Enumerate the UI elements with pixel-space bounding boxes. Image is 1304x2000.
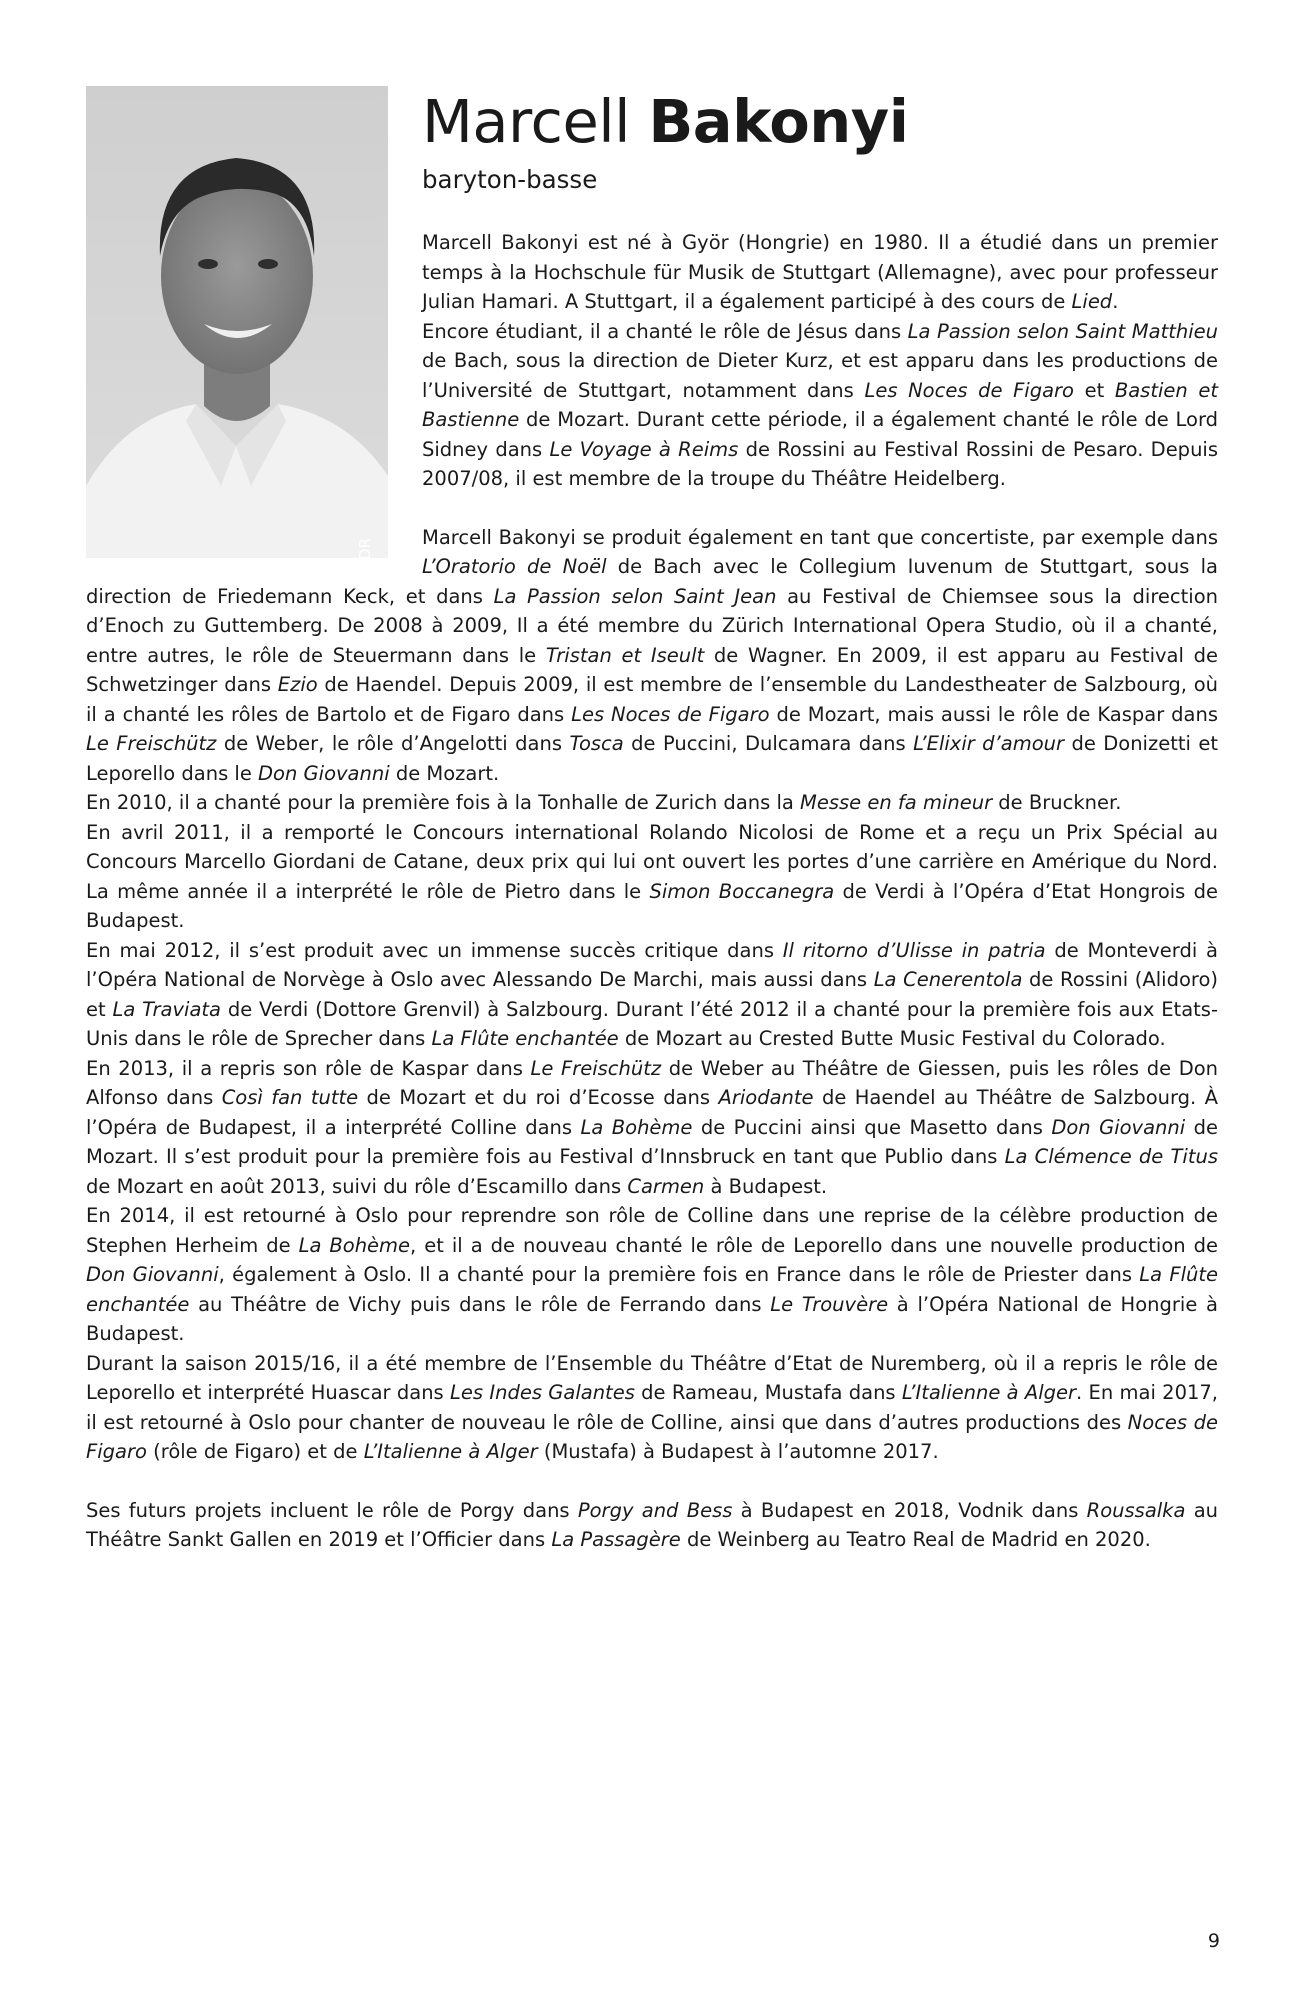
work-title: La Passagère [551, 1528, 681, 1551]
work-title: Lied [1071, 290, 1113, 313]
work-title: Così fan tutte [221, 1086, 359, 1109]
work-title: La Passion selon Saint Jean [493, 584, 777, 608]
work-title: L’Oratorio de Noël [422, 555, 607, 578]
artist-photo [86, 86, 388, 580]
bio-paragraph: En 2014, il est retourné à Oslo pour reprendre son rôle de Colline dans une reprise de la célèbre production de Stephen Herheim de La Bohème, et il a de nouveau chanté le rôle de Leporello dans une nouvelle production de Don Giovanni, également à Oslo. Il a chanté pour la première fois en France dans le rôle de Priester dans La Flûte enchantée au Théâtre de Vichy puis dans le rôle de Ferrando dans Le Trouvère à l’Opéra National de Hongrie à Budapest. [86, 1204, 1219, 1345]
work-title: Tristan et Iseult [545, 643, 705, 667]
work-title: La Bohème [580, 1115, 693, 1139]
photo-credit: © DR [356, 538, 374, 580]
bio-paragraph: Encore étudiant, il a chanté le rôle de Jésus dans La Passion selon Saint Matthieu de Bach, sous la direction de Dieter Kurz, et est apparu dans les productions de l’Université de Stuttgart, notamment dans Les Noces de Figaro et Bastien et Bastienne de Mozart. Durant cette période, il a également chanté le rôle de Lord Sidney dans Le Voyage à Reims de Rossini au Festival Rossini de Pesaro. Depuis 2007/08, il est membre de la troupe du Théâtre Heidelberg. [422, 319, 1219, 490]
work-title: Le Trouvère [770, 1292, 889, 1316]
work-title: La Flûte enchantée [86, 1263, 1219, 1316]
work-title: Le Freischütz [530, 1056, 662, 1080]
work-title: Il ritorno d’Ulisse in patria [782, 938, 1046, 962]
work-title: La Traviata [112, 997, 221, 1021]
work-title: Le Freischütz [86, 732, 217, 755]
bio-paragraph: En avril 2011, il a remporté le Concours international Rolando Nicolosi de Rome et a reçu un Prix Spécial au Concours Marcello Giordani de Catane, deux prix qui lui ont ouvert les portes d’une carrière en Amérique du Nord. La même année il a interprété le rôle de Pietro dans le Simon Boccanegra de Verdi à l’Opéra d’Etat Hongrois de Budapest. [86, 820, 1218, 932]
artist-first-name: Marcell [422, 87, 631, 156]
work-title: La Passion selon Saint Matthieu [907, 319, 1219, 343]
work-title: L’Italienne à Alger [363, 1440, 538, 1463]
work-title: L’Italienne à Alger [901, 1381, 1077, 1404]
work-title: La Cenerentola [873, 968, 1023, 991]
work-title: Tosca [569, 732, 624, 755]
work-title: Noces de Figaro [86, 1410, 1218, 1463]
artist-voice-type: baryton-basse [422, 165, 598, 194]
bio-paragraph: En mai 2012, il s’est produit avec un immense succès critique dans Il ritorno d’Ulisse in patria de Monteverdi à l’Opéra National de Norvège à Oslo avec Alessando De Marchi, mais aussi dans La Cenerentola de Rossini (Alidoro) et La Traviata de Verdi (Dottore Grenvil) à Salzbourg. Durant l’été 2012 il a chanté pour la première fois aux Etats-Unis dans le rôle de Sprecher dans La Flûte enchantée de Mozart au Crested Butte Music Festival du Colorado. [86, 938, 1219, 1050]
bio-paragraph: En 2013, il a repris son rôle de Kaspar dans Le Freischütz de Weber au Théâtre de Giessen, puis les rôles de Don Alfonso dans Così fan tutte de Mozart et du roi d’Ecosse dans Ariodante de Haendel au Théâtre de Salzbourg. À l’Opéra de Budapest, il a interprété Colline dans La Bohème de Puccini ainsi que Masetto dans Don Giovanni de Mozart. Il s’est produit pour la première fois au Festival d’Innsbruck en tant que Publio dans La Clémence de Titus de Mozart en août 2013, suivi du rôle d’Escamillo dans Carmen à Budapest. [86, 1056, 1219, 1198]
artist-last-name: Bakonyi [648, 87, 909, 156]
work-title: Porgy and Bess [577, 1498, 733, 1522]
work-title: Roussalka [1086, 1498, 1186, 1522]
work-title: Les Indes Galantes [450, 1381, 635, 1404]
work-title: Ezio [277, 673, 318, 696]
portrait-image [86, 86, 388, 558]
bio-paragraph: Durant la saison 2015/16, il a été membre de l’Ensemble du Théâtre d’Etat de Nuremberg, où il a repris le rôle de Leporello et interprété Huascar dans Les Indes Galantes de Rameau, Mustafa dans L’Italienne à Alger. En mai 2017, il est retourné à Oslo pour chanter de nouveau le rôle de Colline, ainsi que dans d’autres productions des Noces de Figaro (rôle de Figaro) et de L’Italienne à Alger (Mustafa) à Budapest à l’automne 2017. [86, 1351, 1218, 1463]
page-number: 9 [1207, 1930, 1220, 1952]
work-title: L’Elixir d’amour [913, 732, 1065, 755]
bio-paragraph: Marcell Bakonyi est né à Györ (Hongrie) en 1980. Il a étudié dans un premier temps à la Hochschule für Musik de Stuttgart (Allemagne), avec pour professeur Julian Hamari. A Stuttgart, il a également participé à des cours de Lied. [422, 231, 1218, 313]
work-title: Bastien et Bastienne [422, 378, 1219, 431]
work-title: La Bohème [298, 1233, 411, 1257]
work-title: Simon Boccanegra [649, 879, 835, 903]
work-title: Don Giovanni [1051, 1115, 1186, 1139]
work-title: Messe en fa mineur [800, 791, 993, 814]
work-title: La Clémence de Titus [1004, 1145, 1218, 1168]
bio-paragraph: En 2010, il a chanté pour la première fois à la Tonhalle de Zurich dans la Messe en fa mineur de Bruckner. [86, 791, 1122, 814]
work-title: La Flûte enchantée [431, 1027, 619, 1050]
work-title: Carmen [627, 1174, 705, 1198]
work-title: Le Voyage à Reims [549, 437, 739, 461]
work-title: Don Giovanni [258, 761, 390, 785]
work-title: Les Noces de Figaro [571, 702, 770, 726]
bio-paragraph: Ses futurs projets incluent le rôle de Porgy dans Porgy and Bess à Budapest en 2018, Vodnik dans Roussalka au Théâtre Sankt Gallen en 2019 et l’Officier dans La Passagère de Weinberg au Teatro Real de Madrid en 2020. [86, 1498, 1219, 1551]
work-title: Ariodante [718, 1086, 814, 1109]
work-title: Don Giovanni [86, 1263, 219, 1286]
work-title: Les Noces de Figaro [864, 378, 1074, 402]
bio-paragraph: Marcell Bakonyi se produit également en tant que concertiste, par exemple dans L’Oratorio de Noël de Bach avec le Collegium Iuvenum de Stuttgart, sous la direction de Friedemann Keck, et dans La Passion selon Saint Jean au Festival de Chiemsee sous la direction d’Enoch zu Guttemberg. De 2008 à 2009, Il a été membre du Zürich International Opera Studio, où il a chanté, entre autres, le rôle de Steuermann dans le Tristan et Iseult de Wagner. En 2009, il est apparu au Festival de Schwetzinger dans Ezio de Haendel. Depuis 2009, il est membre de l’ensemble du Landestheater de Salzbourg, où il a chanté les rôles de Bartolo et de Figaro dans Les Noces de Figaro de Mozart, mais aussi le rôle de Kaspar dans Le Freischütz de Weber, le rôle d’Angelotti dans Tosca de Puccini, Dulcamara dans L’Elixir d’amour de Donizetti et Leporello dans le Don Giovanni de Mozart. [86, 525, 1218, 785]
bio-page [86, 86, 1218, 1555]
